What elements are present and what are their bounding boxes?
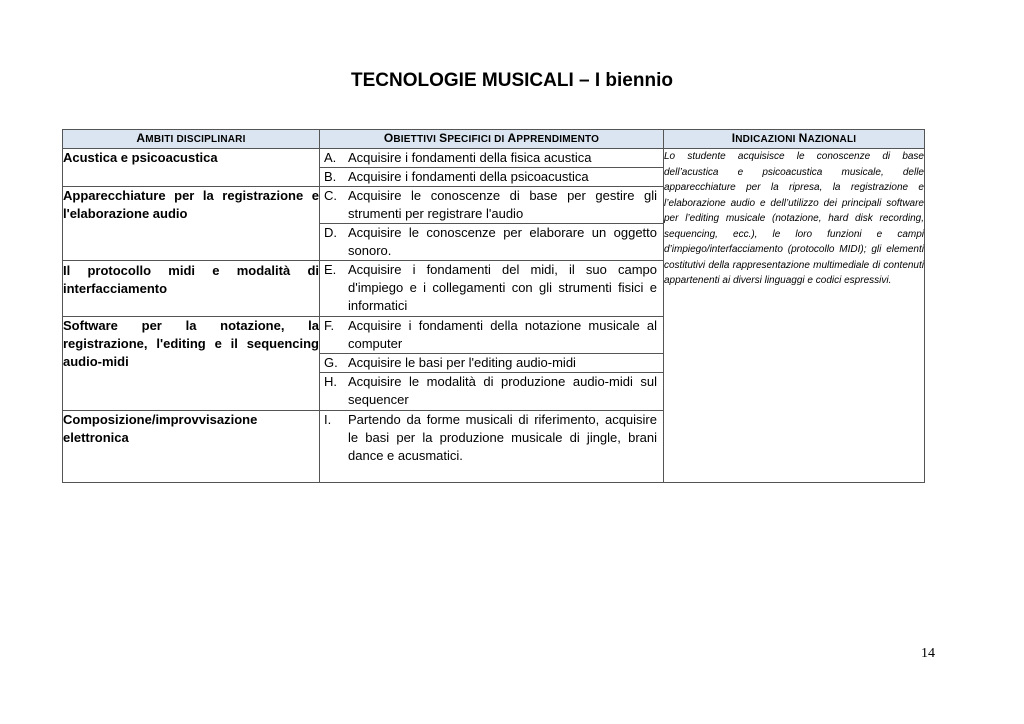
objective-item: F. Acquisire i fondamenti della notazione musicale al computer	[324, 318, 657, 351]
ambito-protocollo-midi: Il protocollo midi e modalità di interfacciamento	[63, 261, 320, 317]
objective-item: I. Partendo da forme musicali di riferimento, acquisire le basi per la produzione musicale di jingle, brani dance e acusmatici.	[324, 412, 657, 463]
objective-item: A. Acquisire i fondamenti della fisica acustica	[324, 150, 592, 165]
objective-item: H. Acquisire le modalità di produzione audio-midi sul sequencer	[320, 372, 663, 409]
curriculum-table	[62, 129, 925, 483]
header-indicazioni-nazionali: INDICAZIONI NAZIONALI	[664, 130, 925, 149]
ambito-composizione: Composizione/improvvisazione elettronica	[63, 411, 320, 483]
table-row	[63, 149, 925, 187]
ambito-acustica: Acustica e psicoacustica	[63, 149, 320, 187]
objective-item: G. Acquisire le basi per l'editing audio-midi	[320, 353, 663, 372]
page-number: 14	[921, 646, 935, 661]
table-header-row	[63, 130, 925, 149]
ambito-software: Software per la notazione, la registrazione, l'editing e il sequencing audio-midi	[63, 317, 320, 411]
objective-item: D. Acquisire le conoscenze per elaborare un oggetto sonoro.	[320, 223, 663, 260]
header-ambiti-disciplinari: AMBITI DISCIPLINARI	[63, 130, 320, 149]
obiettivi-cell	[320, 149, 664, 187]
obiettivi-cell	[320, 317, 664, 411]
page-title: TECNOLOGIE MUSICALI – I biennio	[351, 70, 673, 91]
obiettivi-cell	[320, 411, 664, 483]
objective-item: E. Acquisire i fondamenti del midi, il suo campo d'impiego e i collegamenti con gli strumenti fisici e informatici	[324, 262, 657, 313]
objective-item: B. Acquisire i fondamenti della psicoacustica	[320, 167, 663, 186]
indicazioni-nazionali-text: Lo studente acquisisce le conoscenze di base dell’acustica e psicoacustica musicale, delle apparecchiature per la ripresa, la registrazione e l’elaborazione audio e dell’utilizzo dei principali software per l’editing musicale (notazione, hard disk recording, sequencing, ecc.), le loro funzioni e campi d’impiego/interfacciamento (protocollo MIDI); gli elementi costitutivi della rappresentazione multimediale di contenuti appartenenti ai diversi linguaggi e codici espressivi.	[664, 149, 925, 483]
obiettivi-cell	[320, 261, 664, 317]
ambito-apparecchiature: Apparecchiature per la registrazione e l'elaborazione audio	[63, 187, 320, 261]
header-obiettivi-specifici: OBIETTIVI SPECIFICI DI APPRENDIMENTO	[320, 130, 664, 149]
objective-item: C. Acquisire le conoscenze di base per gestire gli strumenti per registrare l'audio	[324, 188, 657, 221]
obiettivi-cell	[320, 187, 664, 261]
